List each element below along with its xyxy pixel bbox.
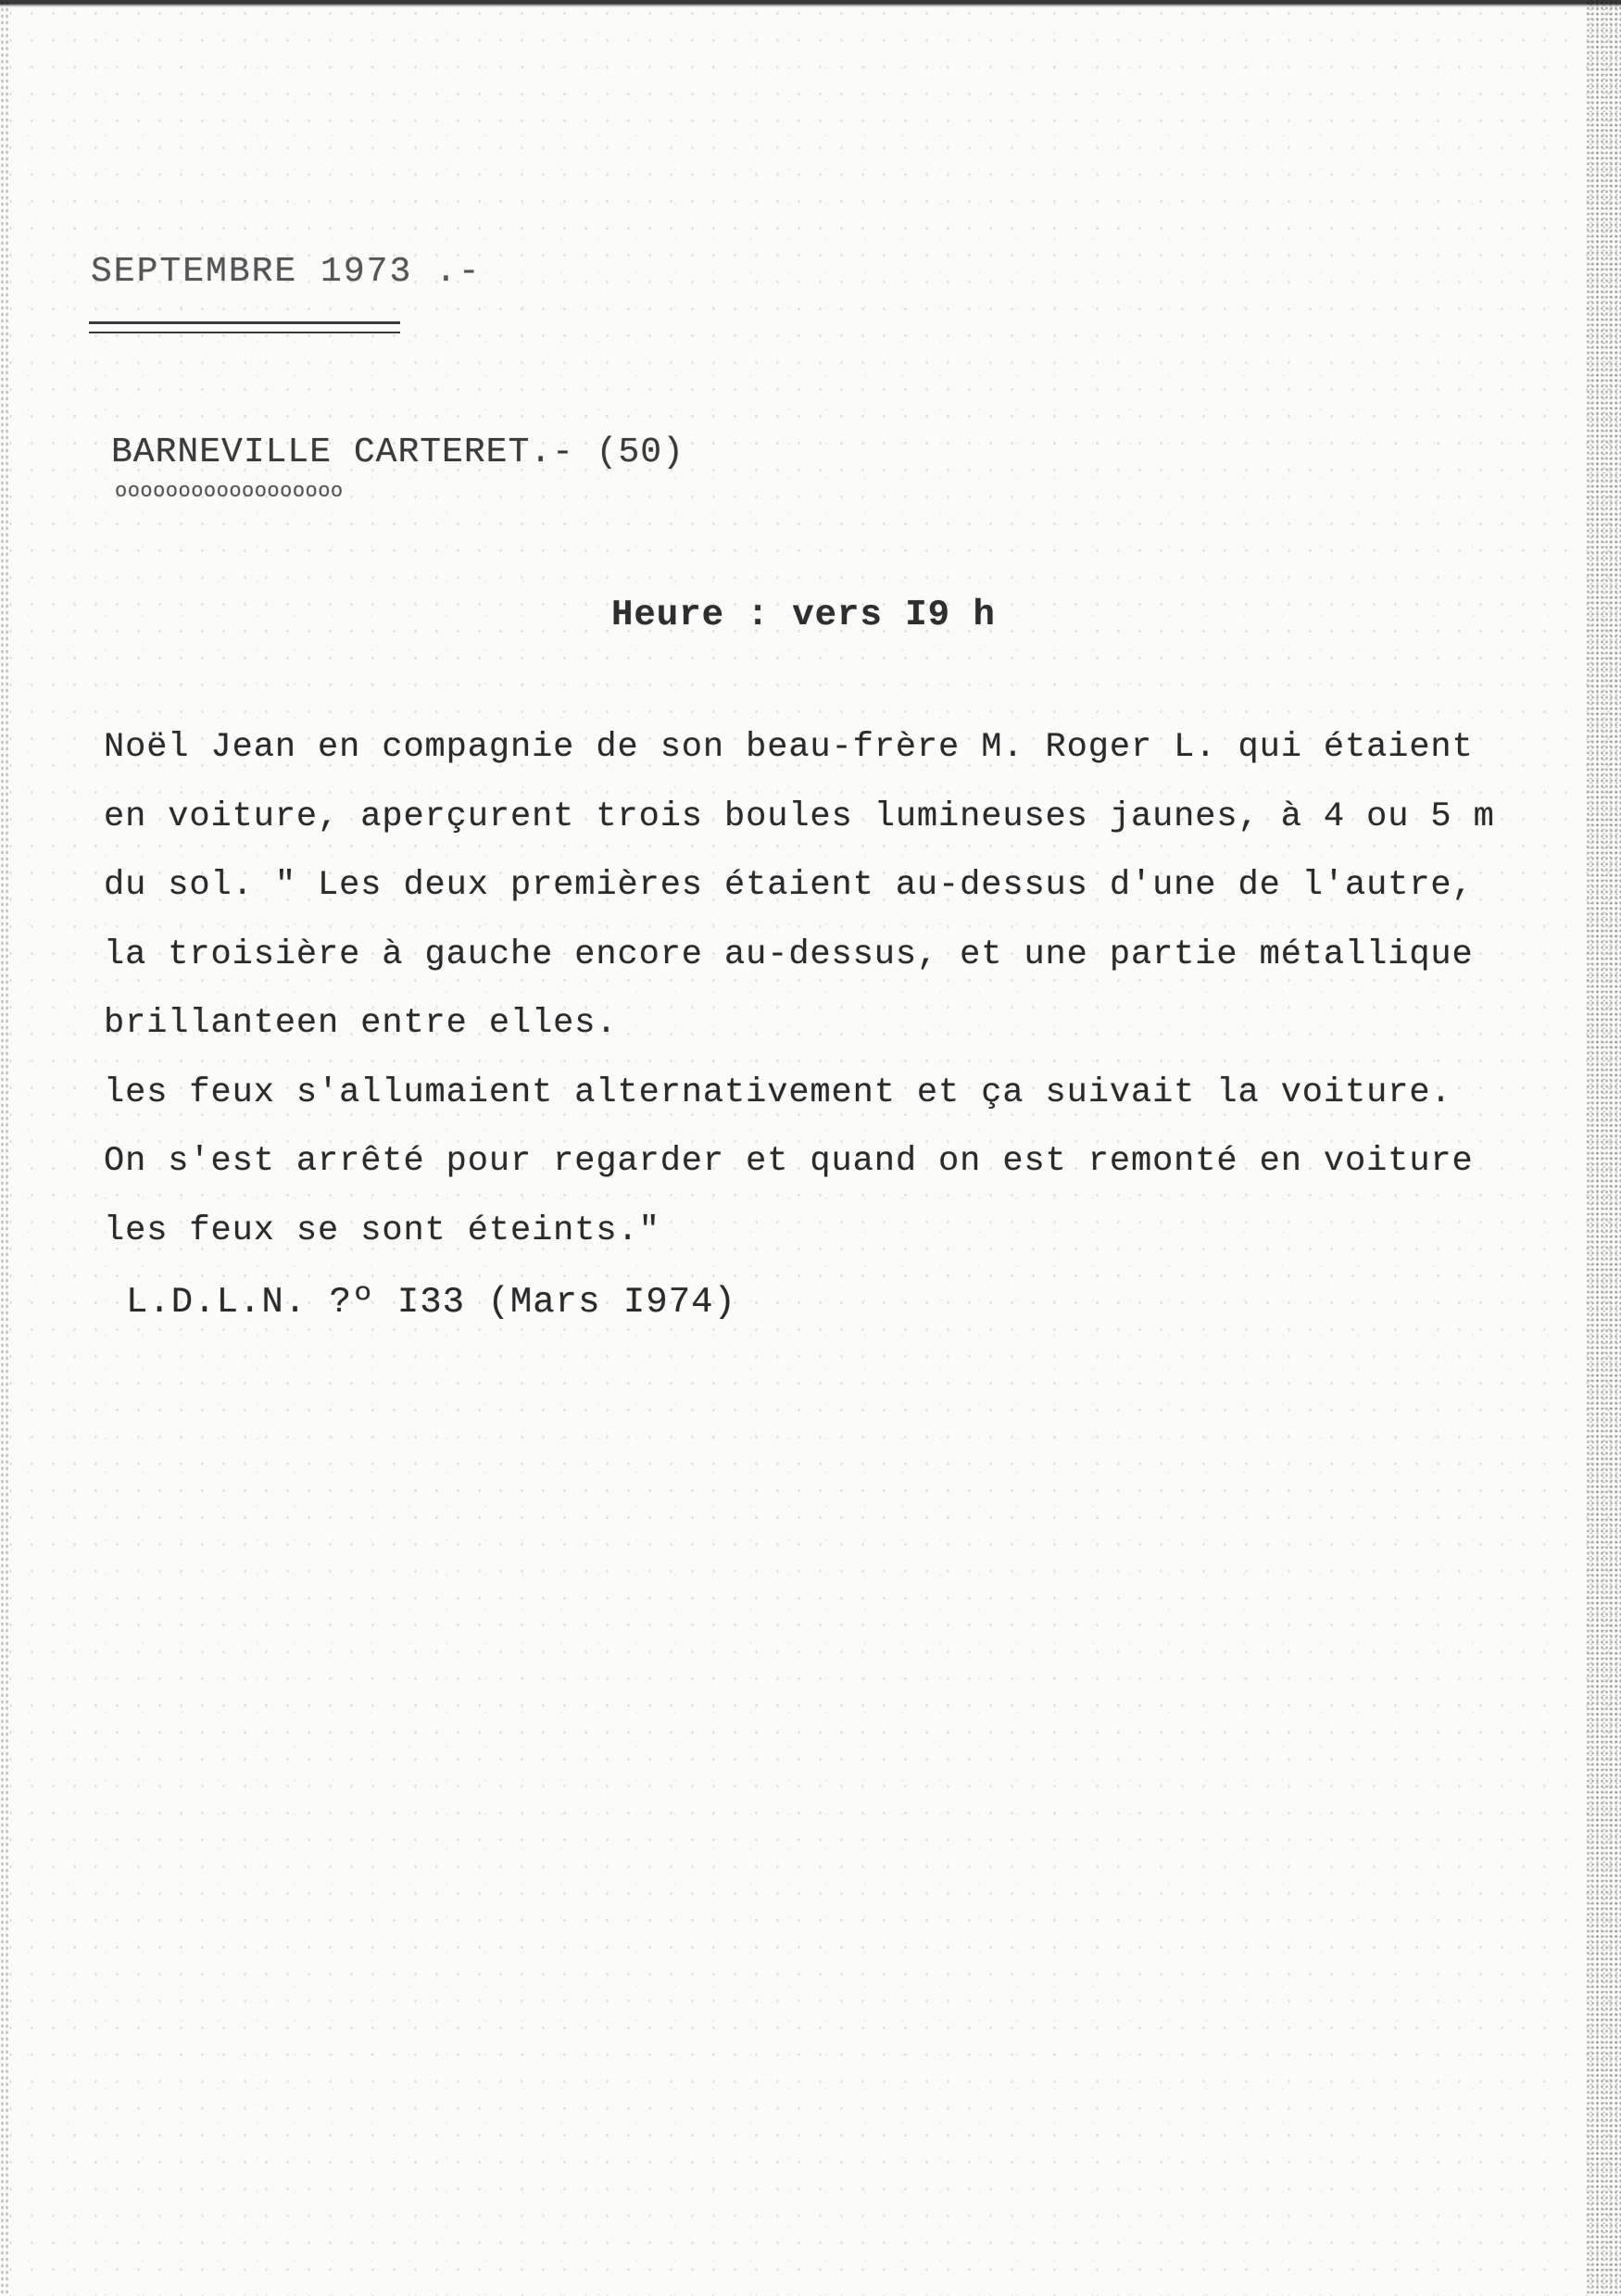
body-line: On s'est arrêté pour regarder et quand on est remonté en voiture <box>104 1142 1474 1181</box>
time-line: Heure : vers I9 h <box>611 595 996 635</box>
place-heading: BARNEVILLE CARTERET.- (50) <box>111 433 685 472</box>
date-underline <box>89 321 400 333</box>
source-reference: L.D.L.N. ?º I33 (Mars I974) <box>126 1282 736 1323</box>
body-line: en voiture, aperçurent trois boules lumineuses jaunes, à 4 ou 5 m <box>104 797 1495 836</box>
body-line: les feux se sont éteints." <box>104 1211 660 1250</box>
place-underline-dots: oooooooooooooooooo <box>115 480 344 503</box>
body-line: brillanteen entre elles. <box>104 1004 618 1043</box>
page-right-edge <box>1586 0 1621 2296</box>
body-line: Noël Jean en compagnie de son beau-frère M. Roger L. qui étaient <box>104 728 1474 767</box>
date-heading: SEPTEMBRE 1973 .- <box>91 252 482 292</box>
page-top-edge <box>0 0 1621 7</box>
body-line: du sol. " Les deux premières étaient au-dessus d'une de l'autre, <box>104 866 1474 905</box>
body-line: la troisière à gauche encore au-dessus, et une partie métallique <box>104 935 1474 974</box>
body-paragraph <box>104 713 1549 1265</box>
body-line: les feux s'allumaient alternativement et ça suivait la voiture. <box>104 1073 1452 1112</box>
page-left-edge <box>0 0 9 2296</box>
